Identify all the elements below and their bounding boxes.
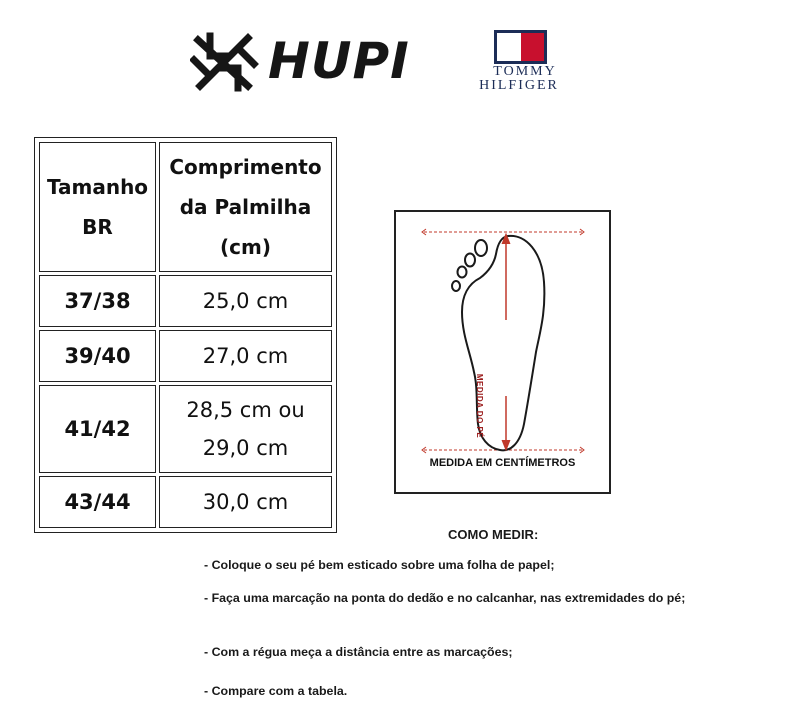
size-cell: 39/40 [39, 330, 156, 382]
diagram-caption: MEDIDA EM CENTÍMETROS [429, 457, 576, 469]
tommy-hilfiger-logo [470, 30, 580, 96]
length-cell [159, 385, 332, 473]
length-value: 27,0 cm [202, 344, 289, 368]
size-cell: 37/38 [39, 275, 156, 327]
header-length-line: da Palmilha [179, 195, 312, 219]
length-cell [159, 476, 332, 528]
length-value: 30,0 cm [202, 490, 289, 514]
tommy-wordmark-line2: HILFIGER [479, 78, 559, 93]
length-value: 25,0 cm [202, 289, 289, 313]
header-length-line: Comprimento [169, 155, 322, 179]
table-row [39, 385, 332, 473]
instruction-step: - Com a régua meça a distância entre as marcações; [204, 645, 513, 659]
length-cell [159, 330, 332, 382]
instruction-step: - Coloque o seu pé bem esticado sobre uma folha de papel; [204, 558, 555, 572]
header-length [159, 142, 332, 272]
foot-length-label: MEDIDA DO PÉ [475, 373, 484, 439]
hupi-logo [190, 30, 430, 94]
length-value: 29,0 cm [202, 436, 289, 460]
size-cell: 43/44 [39, 476, 156, 528]
header-size-line: Tamanho [46, 175, 149, 199]
table-row [39, 476, 332, 528]
table-row [39, 275, 332, 327]
header-length-line: (cm) [220, 235, 271, 259]
foot-measure-diagram [394, 210, 611, 494]
tommy-flag-icon [494, 30, 547, 64]
length-cell [159, 275, 332, 327]
hupi-wordmark: HUPI [268, 32, 410, 90]
tommy-wordmark-line1: TOMMY [493, 64, 557, 79]
header-size-line: BR [82, 215, 113, 239]
length-value: 28,5 cm ou [186, 398, 305, 422]
instructions-title: COMO MEDIR: [448, 527, 539, 542]
table-row [39, 330, 332, 382]
instruction-step: - Compare com a tabela. [204, 684, 348, 698]
size-table [34, 137, 337, 533]
hupi-knot-icon [190, 30, 260, 94]
footprint-icon [396, 212, 609, 492]
size-cell: 41/42 [39, 385, 156, 473]
table-header-row [39, 142, 332, 272]
instruction-step: - Faça uma marcação na ponta do dedão e no calcanhar, nas extremidades do pé; [204, 591, 686, 605]
header-size [39, 142, 156, 272]
